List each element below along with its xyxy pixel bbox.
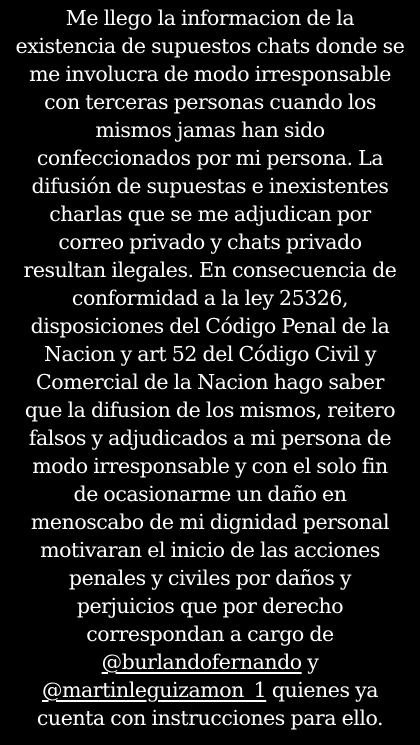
mention-suffix: quienes ya: [266, 678, 379, 702]
statement-line: resultan ilegales. En consecuencia de: [23, 258, 397, 282]
mention-line: [6, 676, 414, 704]
mention-burlandofernando[interactable]: @burlandofernando: [101, 650, 302, 674]
statement-line: menoscabo de mi dignidad personal: [30, 510, 390, 534]
statement-text: [6, 4, 414, 732]
statement-line: mismos jamas han sido: [95, 118, 325, 142]
statement-line: modo irresponsable y con el solo fin: [32, 454, 388, 478]
statement-line: cuenta con instrucciones para ello.: [36, 706, 384, 730]
statement-line: disposiciones del Código Penal de la: [30, 314, 390, 338]
statement-line: confeccionados por mi persona. La: [36, 146, 384, 170]
statement-line: Comercial de la Nacion hago saber: [36, 370, 384, 394]
statement-line: con terceras personas cuando los: [44, 90, 376, 114]
statement-line: conformidad a la ley 25326,: [71, 286, 349, 310]
mention-line: [6, 648, 414, 676]
statement-line: Me llego la informacion de la: [65, 6, 355, 30]
statement-line: correo privado y chats privado: [58, 230, 362, 254]
mention-martinleguizamon[interactable]: @martinleguizamon_1: [41, 678, 267, 702]
statement-line: difusión de supuestas e inexistentes: [31, 174, 389, 198]
statement-line: correspondan a cargo de: [86, 622, 334, 646]
statement-line: Nacion y art 52 del Código Civil y: [44, 342, 376, 366]
statement-line: que la difusion de los mismos, reitero: [24, 398, 396, 422]
statement-line: penales y civiles por daños y: [68, 566, 352, 590]
statement-line: de ocasionarme un daño en: [73, 482, 347, 506]
statement-line: perjuicios que por derecho: [76, 594, 344, 618]
statement-line: motivaran el inicio de las acciones: [40, 538, 380, 562]
statement-line: charlas que se me adjudican por: [49, 202, 371, 226]
statement-line: me involucra de modo irresponsable: [29, 62, 391, 86]
statement-line: existencia de supuestos chats donde se: [15, 34, 405, 58]
statement-line: falsos y adjudicados a mi persona de: [28, 426, 392, 450]
mention-suffix: y: [301, 650, 319, 674]
